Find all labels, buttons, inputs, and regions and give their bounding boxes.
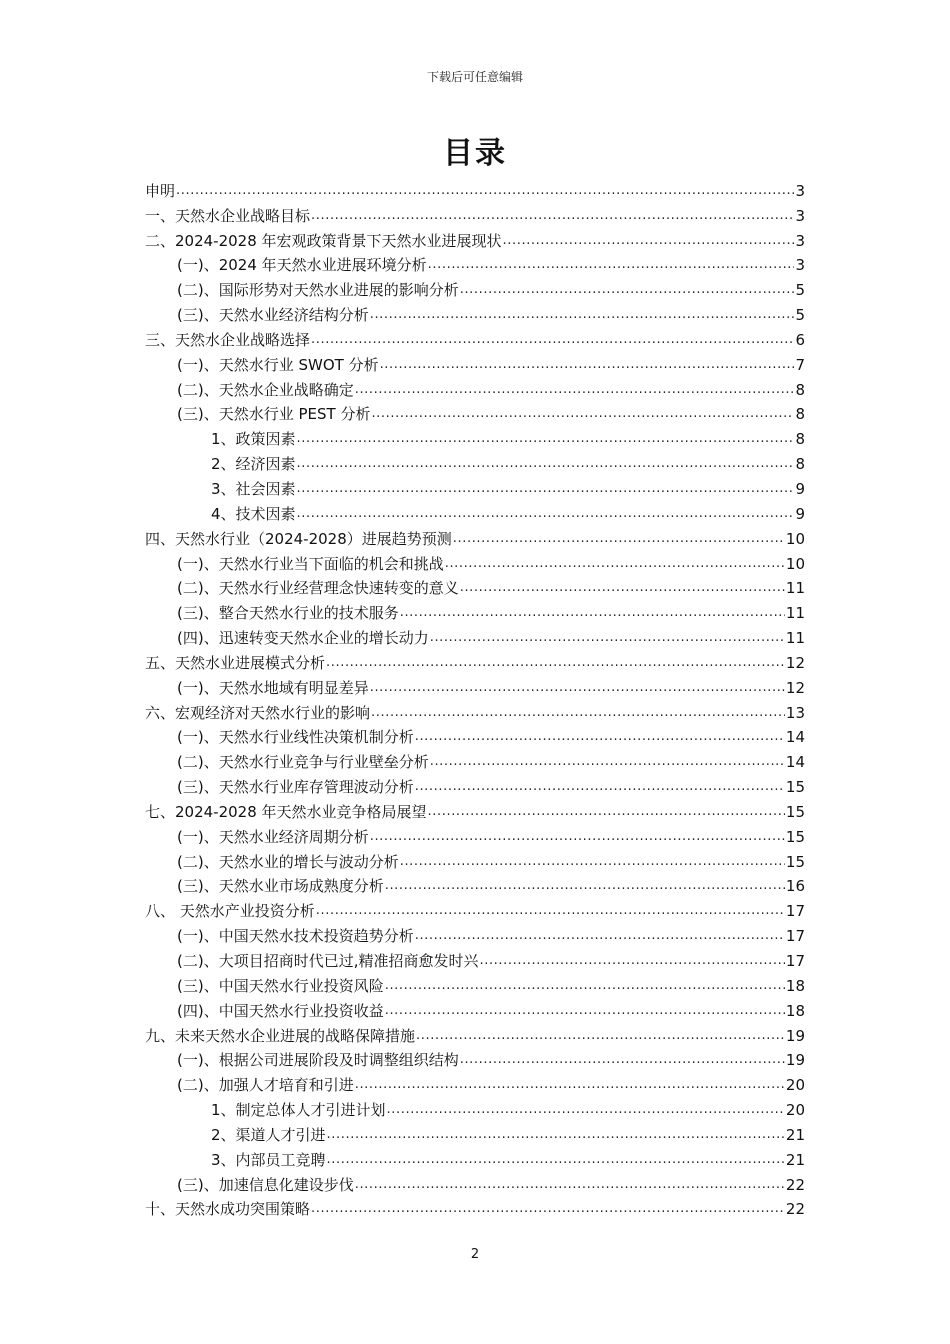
toc-entry[interactable] <box>145 598 805 623</box>
toc-entry-page: 11 <box>785 629 805 648</box>
toc-dot-leader <box>415 926 785 946</box>
toc-entry-page: 3 <box>795 256 805 275</box>
toc-entry[interactable] <box>145 971 805 996</box>
toc-dot-leader <box>355 380 795 400</box>
toc-entry-title: 1、制定总体人才引进计划 <box>211 1101 386 1120</box>
toc-dot-leader <box>370 827 785 847</box>
toc-entry[interactable] <box>145 1195 805 1220</box>
toc-entry-title: (三)、整合天然水行业的技术服务 <box>177 604 399 623</box>
toc-entry-title: 一、天然水企业战略目标 <box>145 206 311 225</box>
toc-dot-leader <box>400 852 785 872</box>
toc-dot-leader <box>503 231 795 251</box>
toc-entry-page: 3 <box>795 181 805 200</box>
toc-entry-page: 19 <box>785 1051 805 1070</box>
toc-entry[interactable] <box>145 499 805 524</box>
toc-entry[interactable] <box>145 424 805 449</box>
toc-dot-leader <box>297 454 795 474</box>
toc-dot-leader <box>460 1050 785 1070</box>
toc-entry[interactable] <box>145 772 805 797</box>
toc-entry-title: 申明 <box>145 181 176 200</box>
toc-dot-leader <box>355 1075 785 1095</box>
toc-dot-leader <box>380 355 795 375</box>
toc-dot-leader <box>400 603 785 623</box>
toc-dot-leader <box>385 1001 785 1021</box>
toc-entry-page: 21 <box>785 1125 805 1144</box>
toc-entry-page: 10 <box>785 529 805 548</box>
toc-entry-title: 七、2024-2028 年天然水业竞争格局展望 <box>145 802 427 821</box>
toc-entry-page: 21 <box>785 1150 805 1169</box>
toc-entry-page: 9 <box>795 479 805 498</box>
toc-entry-title: (一)、2024 年天然水业进展环境分析 <box>177 256 427 275</box>
toc-entry-title: 九、未来天然水企业进展的战略保障措施 <box>145 1026 416 1045</box>
toc-entry-title: 二、2024-2028 年宏观政策背景下天然水业进展现状 <box>145 231 502 250</box>
toc-dot-leader <box>311 1199 785 1219</box>
toc-entry[interactable] <box>145 549 805 574</box>
toc-entry-title: (二)、天然水业的增长与波动分析 <box>177 852 399 871</box>
toc-entry-page: 17 <box>785 952 805 970</box>
toc-entry-title: 2、经济因素 <box>211 455 296 474</box>
toc-dot-leader <box>327 1125 785 1145</box>
toc-entry[interactable] <box>145 896 805 921</box>
toc-dot-leader <box>445 554 785 574</box>
toc-entry[interactable] <box>145 1145 805 1170</box>
toc-entry-title: (一)、天然水行业 SWOT 分析 <box>177 355 379 374</box>
toc-dot-leader <box>355 1175 785 1195</box>
toc-dot-leader <box>415 777 785 797</box>
table-of-contents <box>145 176 805 1219</box>
toc-entry[interactable] <box>145 673 805 698</box>
toc-entry-page: 18 <box>785 976 805 995</box>
toc-entry-title: (一)、天然水地域有明显差异 <box>177 678 369 697</box>
toc-entry-page: 12 <box>785 653 805 672</box>
header-note: 下载后可任意编辑 <box>426 70 523 84</box>
toc-entry-title: (四)、中国天然水行业投资收益 <box>177 1001 384 1020</box>
toc-entry-page: 15 <box>785 852 805 871</box>
toc-entry[interactable] <box>145 698 805 723</box>
toc-entry[interactable] <box>145 375 805 400</box>
toc-dot-leader <box>316 901 785 921</box>
toc-entry-title: 四、天然水行业（2024-2028）进展趋势预测 <box>145 529 452 548</box>
toc-dot-leader <box>327 1150 785 1170</box>
toc-dot-leader <box>430 628 785 648</box>
toc-entry-page: 3 <box>795 231 805 250</box>
toc-entry-title: (二)、天然水行业竞争与行业壁垒分析 <box>177 753 429 772</box>
toc-entry[interactable] <box>145 1120 805 1145</box>
toc-entry[interactable] <box>145 275 805 300</box>
toc-entry-title: (二)、大项目招商时代已过,精准招商愈发时兴 <box>177 952 479 970</box>
toc-entry-page: 6 <box>795 330 805 349</box>
toc-entry-title: (三)、中国天然水行业投资风险 <box>177 976 384 995</box>
toc-entry[interactable] <box>145 350 805 375</box>
toc-entry[interactable] <box>145 300 805 325</box>
toc-entry-title: (三)、加速信息化建设步伐 <box>177 1175 354 1194</box>
toc-entry-page: 19 <box>785 1026 805 1045</box>
toc-entry[interactable] <box>145 996 805 1021</box>
toc-entry[interactable] <box>145 524 805 549</box>
toc-entry[interactable] <box>145 723 805 748</box>
toc-entry-title: (一)、天然水行业线性决策机制分析 <box>177 728 414 747</box>
toc-dot-leader <box>479 951 784 971</box>
toc-entry[interactable] <box>145 1070 805 1095</box>
toc-entry[interactable] <box>145 400 805 425</box>
toc-entry[interactable] <box>145 226 805 251</box>
toc-dot-leader <box>460 280 795 300</box>
toc-entry-title: (一)、中国天然水技术投资趋势分析 <box>177 927 414 946</box>
toc-entry[interactable] <box>145 574 805 599</box>
toc-entry[interactable] <box>145 1046 805 1071</box>
toc-dot-leader <box>371 404 794 424</box>
toc-entry[interactable] <box>145 623 805 648</box>
toc-entry[interactable] <box>145 201 805 226</box>
toc-entry-title: 五、天然水业进展模式分析 <box>145 653 326 672</box>
toc-entry-page: 18 <box>785 1001 805 1020</box>
toc-entry[interactable] <box>145 847 805 872</box>
toc-entry-page: 17 <box>785 902 805 921</box>
toc-dot-leader <box>297 479 795 499</box>
toc-dot-leader <box>297 429 795 449</box>
toc-entry-page: 7 <box>795 355 805 374</box>
toc-entry-page: 20 <box>785 1076 805 1095</box>
toc-dot-leader <box>297 504 795 524</box>
toc-entry-page: 11 <box>785 579 805 598</box>
toc-entry-title: 六、宏观经济对天然水行业的影响 <box>145 703 371 722</box>
toc-entry-page: 16 <box>785 877 805 896</box>
toc-dot-leader <box>428 255 795 275</box>
toc-entry-title: 八、 天然水产业投资分析 <box>145 902 315 921</box>
toc-entry-page: 12 <box>785 678 805 697</box>
toc-entry-page: 8 <box>795 430 805 449</box>
toc-dot-leader <box>326 653 785 673</box>
toc-dot-leader <box>460 578 785 598</box>
toc-entry-title: (一)、天然水行业当下面临的机会和挑战 <box>177 554 444 573</box>
toc-entry[interactable] <box>145 946 805 971</box>
toc-dot-leader <box>430 752 785 772</box>
toc-entry[interactable] <box>145 325 805 350</box>
toc-entry[interactable] <box>145 474 805 499</box>
toc-title: 目录 <box>443 136 507 171</box>
toc-entry-title: 三、天然水企业战略选择 <box>145 330 311 349</box>
toc-dot-leader <box>453 529 785 549</box>
toc-entry-title: (三)、天然水业市场成熟度分析 <box>177 877 384 896</box>
toc-entry-page: 9 <box>795 504 805 523</box>
toc-entry[interactable] <box>145 797 805 822</box>
toc-entry-page: 14 <box>785 753 805 772</box>
toc-entry-title: (三)、天然水业经济结构分析 <box>177 306 369 325</box>
toc-entry-title: 4、技术因素 <box>211 504 296 523</box>
toc-dot-leader <box>428 802 785 822</box>
toc-entry-page: 14 <box>785 728 805 747</box>
toc-entry-page: 10 <box>785 554 805 573</box>
toc-dot-leader <box>176 181 794 201</box>
toc-entry-title: 1、政策因素 <box>211 430 296 449</box>
toc-entry[interactable] <box>145 251 805 276</box>
toc-dot-leader <box>385 976 785 996</box>
toc-entry-title: (一)、根据公司进展阶段及时调整组织结构 <box>177 1051 459 1070</box>
toc-entry-title: (二)、天然水行业经营理念快速转变的意义 <box>177 579 459 598</box>
toc-entry-page: 8 <box>795 455 805 474</box>
toc-entry[interactable] <box>145 648 805 673</box>
toc-dot-leader <box>311 206 794 226</box>
toc-entry[interactable] <box>145 747 805 772</box>
toc-entry-title: (三)、天然水行业 PEST 分析 <box>177 405 371 424</box>
toc-entry-page: 17 <box>785 927 805 946</box>
toc-entry[interactable] <box>145 921 805 946</box>
toc-entry[interactable] <box>145 449 805 474</box>
toc-entry-title: (二)、天然水企业战略确定 <box>177 380 354 399</box>
toc-entry[interactable] <box>145 872 805 897</box>
toc-entry-page: 22 <box>785 1200 805 1219</box>
toc-entry[interactable] <box>145 1021 805 1046</box>
toc-dot-leader <box>415 727 785 747</box>
toc-entry[interactable] <box>145 1170 805 1195</box>
toc-entry[interactable] <box>145 1095 805 1120</box>
toc-entry-title: (一)、天然水业经济周期分析 <box>177 827 369 846</box>
page-number: 2 <box>470 1247 480 1262</box>
toc-entry-page: 8 <box>795 405 805 424</box>
toc-entry-page: 15 <box>785 802 805 821</box>
toc-entry-title: 十、天然水成功突围策略 <box>145 1200 311 1219</box>
toc-entry-title: 2、渠道人才引进 <box>211 1125 326 1144</box>
toc-entry-title: (三)、天然水行业库存管理波动分析 <box>177 778 414 797</box>
toc-entry-title: (二)、加强人才培育和引进 <box>177 1076 354 1095</box>
toc-entry-page: 20 <box>785 1101 805 1120</box>
toc-entry-page: 5 <box>795 281 805 300</box>
toc-entry-title: 3、内部员工竞聘 <box>211 1150 326 1169</box>
toc-entry-page: 11 <box>785 604 805 623</box>
toc-dot-leader <box>387 1100 785 1120</box>
toc-dot-leader <box>370 678 785 698</box>
toc-entry-page: 22 <box>785 1175 805 1194</box>
toc-entry-title: (二)、国际形势对天然水业进展的影响分析 <box>177 281 459 300</box>
toc-dot-leader <box>370 305 795 325</box>
toc-entry-page: 15 <box>785 778 805 797</box>
toc-dot-leader <box>416 1026 785 1046</box>
toc-entry-page: 8 <box>795 380 805 399</box>
toc-entry-title: (四)、迅速转变天然水企业的增长动力 <box>177 629 429 648</box>
toc-entry-page: 13 <box>785 703 805 722</box>
toc-entry-page: 3 <box>795 206 805 225</box>
toc-entry-page: 15 <box>785 827 805 846</box>
toc-entry-title: 3、社会因素 <box>211 479 296 498</box>
toc-dot-leader <box>311 330 794 350</box>
toc-entry[interactable] <box>145 176 805 201</box>
toc-dot-leader <box>371 703 785 723</box>
toc-entry-page: 5 <box>795 306 805 325</box>
toc-entry[interactable] <box>145 822 805 847</box>
toc-dot-leader <box>385 876 785 896</box>
